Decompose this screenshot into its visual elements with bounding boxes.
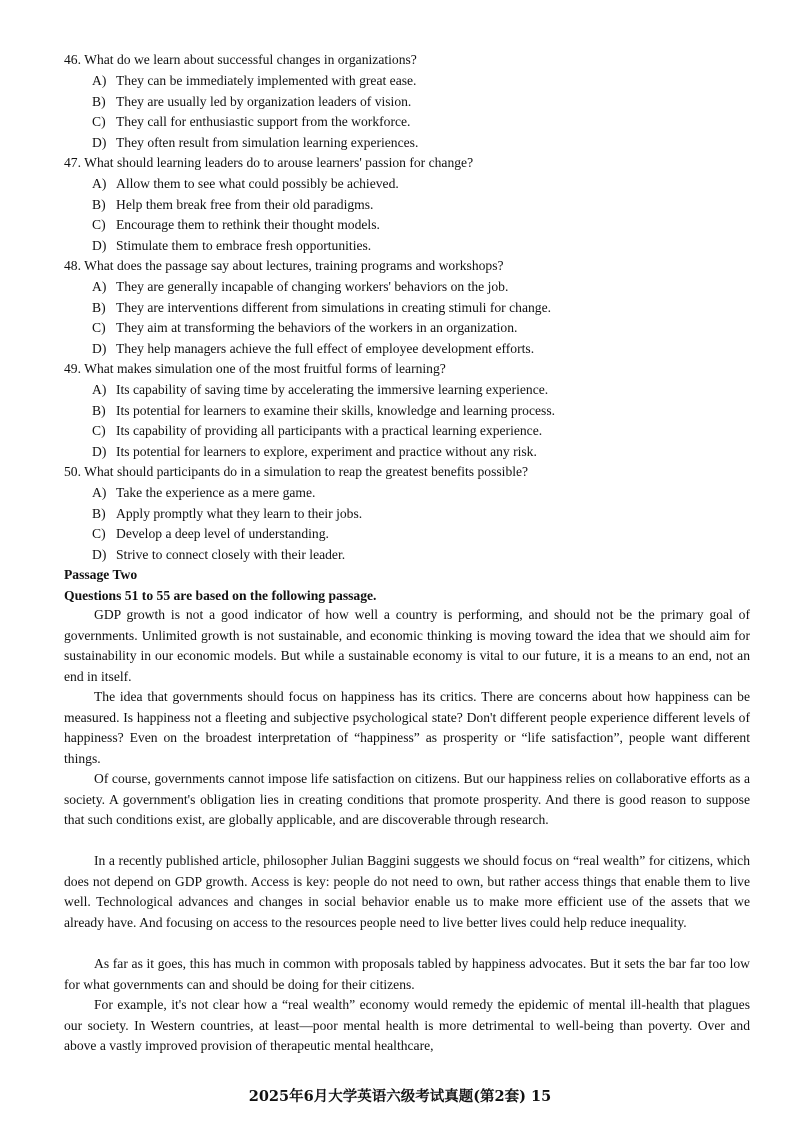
- passage-paragraph-3: Of course, governments cannot impose life satisfaction on citizens. But our happiness relies on collaborative efforts as a society. A government's obligation lies in creating conditions that promote prosperity. And there is good reason to suppose that such conditions exist, are globally applicable, and are discoverable through research.: [64, 771, 750, 828]
- option-letter: D): [92, 238, 107, 253]
- option-letter: D): [92, 444, 107, 459]
- passage-paragraph-6: For example, it's not clear how a “real wealth” economy would remedy the epidemic of mental ill-health that plagues our society. In Western countries, at least—poor mental health is more detrimental to well-being than poverty. Over and above a vastly improved provision of therapeutic mental healthcare,: [64, 997, 750, 1054]
- question-48-option-b: [92, 300, 551, 316]
- option-letter: C): [92, 114, 106, 129]
- option-letter: B): [92, 403, 106, 418]
- question-50-option-a: [92, 485, 315, 501]
- option-text: They are generally incapable of changing workers' behaviors on the job.: [116, 279, 509, 294]
- option-text: Its potential for learners to examine their skills, knowledge and learning process.: [116, 403, 556, 418]
- question-46-stem: 46. What do we learn about successful changes in organizations?: [64, 52, 417, 67]
- option-text: Its potential for learners to explore, experiment and practice without any risk.: [116, 444, 537, 459]
- question-50-option-c: [92, 526, 329, 542]
- option-text: They call for enthusiastic support from the workforce.: [116, 114, 411, 129]
- passage-paragraph-5: As far as it goes, this has much in common with proposals tabled by happiness advocates. But it sets the bar far too low for what governments can and should be doing for their citizens.: [64, 956, 750, 992]
- question-48-stem: 48. What does the passage say about lectures, training programs and workshops?: [64, 258, 504, 273]
- passage-instruction: Questions 51 to 55 are based on the following passage.: [64, 588, 377, 603]
- option-text: Allow them to see what could possibly be achieved.: [116, 176, 399, 191]
- passage-paragraph-2: The idea that governments should focus on happiness has its critics. There are concerns about how happiness can be measured. Is happiness not a fleeting and subjective psychological state? Don't different people experience different levels of happiness? Even on the broadest interpretation of “happiness” as prosperity or “life satisfaction”, people want different things.: [64, 689, 750, 766]
- option-text: They aim at transforming the behaviors of the workers in an organization.: [116, 320, 518, 335]
- option-text: They often result from simulation learning experiences.: [116, 135, 419, 150]
- question-47-stem: 47. What should learning leaders do to arouse learners' passion for change?: [64, 155, 474, 170]
- option-text: They are interventions different from simulations in creating stimuli for change.: [116, 300, 551, 315]
- question-48-option-d: [92, 341, 534, 357]
- passage-paragraph-1: GDP growth is not a good indicator of how well a country is performing, and should not be the primary goal of governments. Unlimited growth is not sustainable, and economic thinking is moving toward the idea that we should aim for sustainability in our economic models. But while a sustainable economy is vital to our future, it is a means to an end, not an end in itself.: [64, 607, 750, 684]
- page-footer: 2025年6月大学英语六级考试真题(第2套) 15: [248, 1088, 552, 1105]
- option-letter: B): [92, 506, 106, 521]
- question-50-option-d: [92, 547, 345, 563]
- option-letter: B): [92, 197, 106, 212]
- option-text: Take the experience as a mere game.: [116, 485, 316, 500]
- question-46-option-b: [92, 94, 411, 110]
- option-letter: A): [92, 73, 107, 88]
- question-46-option-d: [92, 135, 418, 151]
- option-letter: D): [92, 341, 107, 356]
- question-49-option-d: [92, 444, 537, 460]
- option-letter: A): [92, 382, 107, 397]
- option-text: They are usually led by organization leaders of vision.: [116, 94, 412, 109]
- question-49-option-c: [92, 423, 542, 439]
- question-47-option-b: [92, 197, 373, 213]
- option-letter: C): [92, 320, 106, 335]
- question-49-stem: 49. What makes simulation one of the most fruitful forms of learning?: [64, 361, 446, 376]
- question-50-stem: 50. What should participants do in a simulation to reap the greatest benefits possible?: [64, 464, 529, 479]
- option-text: Strive to connect closely with their leader.: [116, 547, 346, 562]
- option-letter: C): [92, 423, 106, 438]
- option-letter: B): [92, 300, 106, 315]
- option-text: Its capability of providing all participants with a practical learning experience.: [116, 423, 543, 438]
- option-text: Its capability of saving time by accelerating the immersive learning experience.: [116, 382, 549, 397]
- option-text: Develop a deep level of understanding.: [116, 526, 329, 541]
- question-46-option-c: [92, 114, 410, 130]
- option-letter: A): [92, 279, 107, 294]
- question-48-option-a: [92, 279, 508, 295]
- question-49-option-b: [92, 403, 555, 419]
- question-47-option-a: [92, 176, 399, 192]
- option-letter: D): [92, 547, 107, 562]
- option-text: Stimulate them to embrace fresh opportunities.: [116, 238, 372, 253]
- option-letter: A): [92, 176, 107, 191]
- question-50-option-b: [92, 506, 362, 522]
- passage-title: Passage Two: [64, 567, 138, 582]
- question-46-option-a: [92, 73, 416, 89]
- option-letter: A): [92, 485, 107, 500]
- question-48-option-c: [92, 320, 517, 336]
- question-47-option-d: [92, 238, 371, 254]
- question-49-option-a: [92, 382, 548, 398]
- question-47-option-c: [92, 217, 380, 233]
- option-letter: B): [92, 94, 106, 109]
- option-text: Encourage them to rethink their thought models.: [116, 217, 380, 232]
- option-text: Apply promptly what they learn to their jobs.: [116, 506, 363, 521]
- option-letter: D): [92, 135, 107, 150]
- option-letter: C): [92, 217, 106, 232]
- passage-paragraph-4: In a recently published article, philosopher Julian Baggini suggests we should focus on “real wealth” for citizens, which does not depend on GDP growth. Access is key: people do not need to own, but rather access things that enable them to live well. Technological advances and changes in social behavior enable us to make more efficient use of the assets that we already have. And focusing on access to the resources people need to live better lives could help reduce inequality.: [64, 853, 750, 930]
- option-letter: C): [92, 526, 106, 541]
- option-text: Help them break free from their old paradigms.: [116, 197, 374, 212]
- option-text: They can be immediately implemented with great ease.: [116, 73, 417, 88]
- option-text: They help managers achieve the full effect of employee development efforts.: [116, 341, 535, 356]
